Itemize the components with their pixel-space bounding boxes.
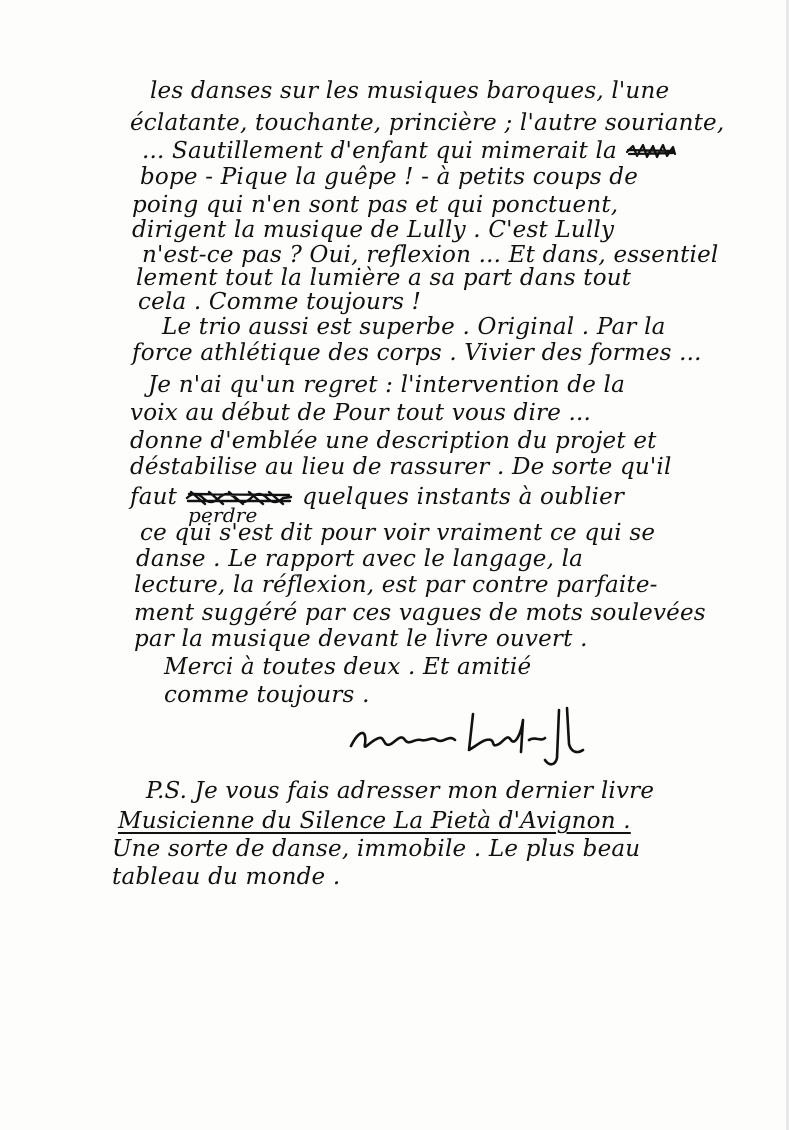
- letter-line: lement tout la lumière a sa part dans tout: [136, 265, 632, 291]
- ps-line: P.S. Je vous fais adresser mon dernier livre: [146, 778, 655, 804]
- letter-line: n'est-ce pas ? Oui, reflexion ... Et dans, essentiel: [142, 242, 719, 268]
- letter-line: ce qui s'est dit pour voir vraiment ce qui se: [140, 520, 656, 546]
- ps-line: Musicienne du Silence La Pietà d'Avignon .: [118, 808, 631, 834]
- letter-line: donne d'emblée une description du projet et: [130, 428, 657, 454]
- letter-line: déstabilise au lieu de rassurer . De sorte qu'il: [130, 454, 672, 480]
- letter-line: faut quelques instants à oublier: [130, 484, 625, 510]
- letter-line: voix au début de Pour tout vous dire ...: [130, 400, 592, 426]
- handwritten-signature: [345, 700, 600, 770]
- letter-line: danse . Le rapport avec le langage, la: [136, 546, 584, 572]
- letter-line: cela . Comme toujours !: [138, 289, 422, 315]
- letter-line: éclatante, touchante, princière ; l'autre souriante,: [130, 110, 725, 136]
- letter-line: dirigent la musique de Lully . C'est Lully: [132, 217, 615, 243]
- letter-line: bope - Pique la guêpe ! - à petits coups de: [140, 164, 639, 190]
- ps-line: Une sorte de danse, immobile . Le plus beau: [112, 836, 641, 862]
- letter-line: les danses sur les musiques baroques, l'une: [150, 78, 670, 104]
- letter-line: Je n'ai qu'un regret : l'intervention de la: [148, 372, 626, 398]
- letter-line-insert: perdre: [188, 503, 258, 527]
- letter-line: ment suggéré par ces vagues de mots soulevées: [134, 600, 706, 626]
- letter-line: lecture, la réflexion, est par contre parfaite-: [134, 572, 658, 598]
- letter-line: force athlétique des corps . Vivier des formes ...: [132, 340, 702, 366]
- letter-line: ... Sautillement d'enfant qui mimerait la: [142, 136, 677, 166]
- crossed-out-word: [625, 142, 677, 162]
- letter-line: comme toujours .: [164, 682, 370, 708]
- ps-line: tableau du monde .: [112, 864, 341, 890]
- letter-line: poing qui n'en sont pas et qui ponctuent,: [132, 192, 619, 218]
- letter-line: Le trio aussi est superbe . Original . Par la: [162, 314, 666, 340]
- letter-line: Merci à toutes deux . Et amitié: [164, 654, 532, 680]
- letter-line: par la musique devant le livre ouvert .: [134, 626, 588, 652]
